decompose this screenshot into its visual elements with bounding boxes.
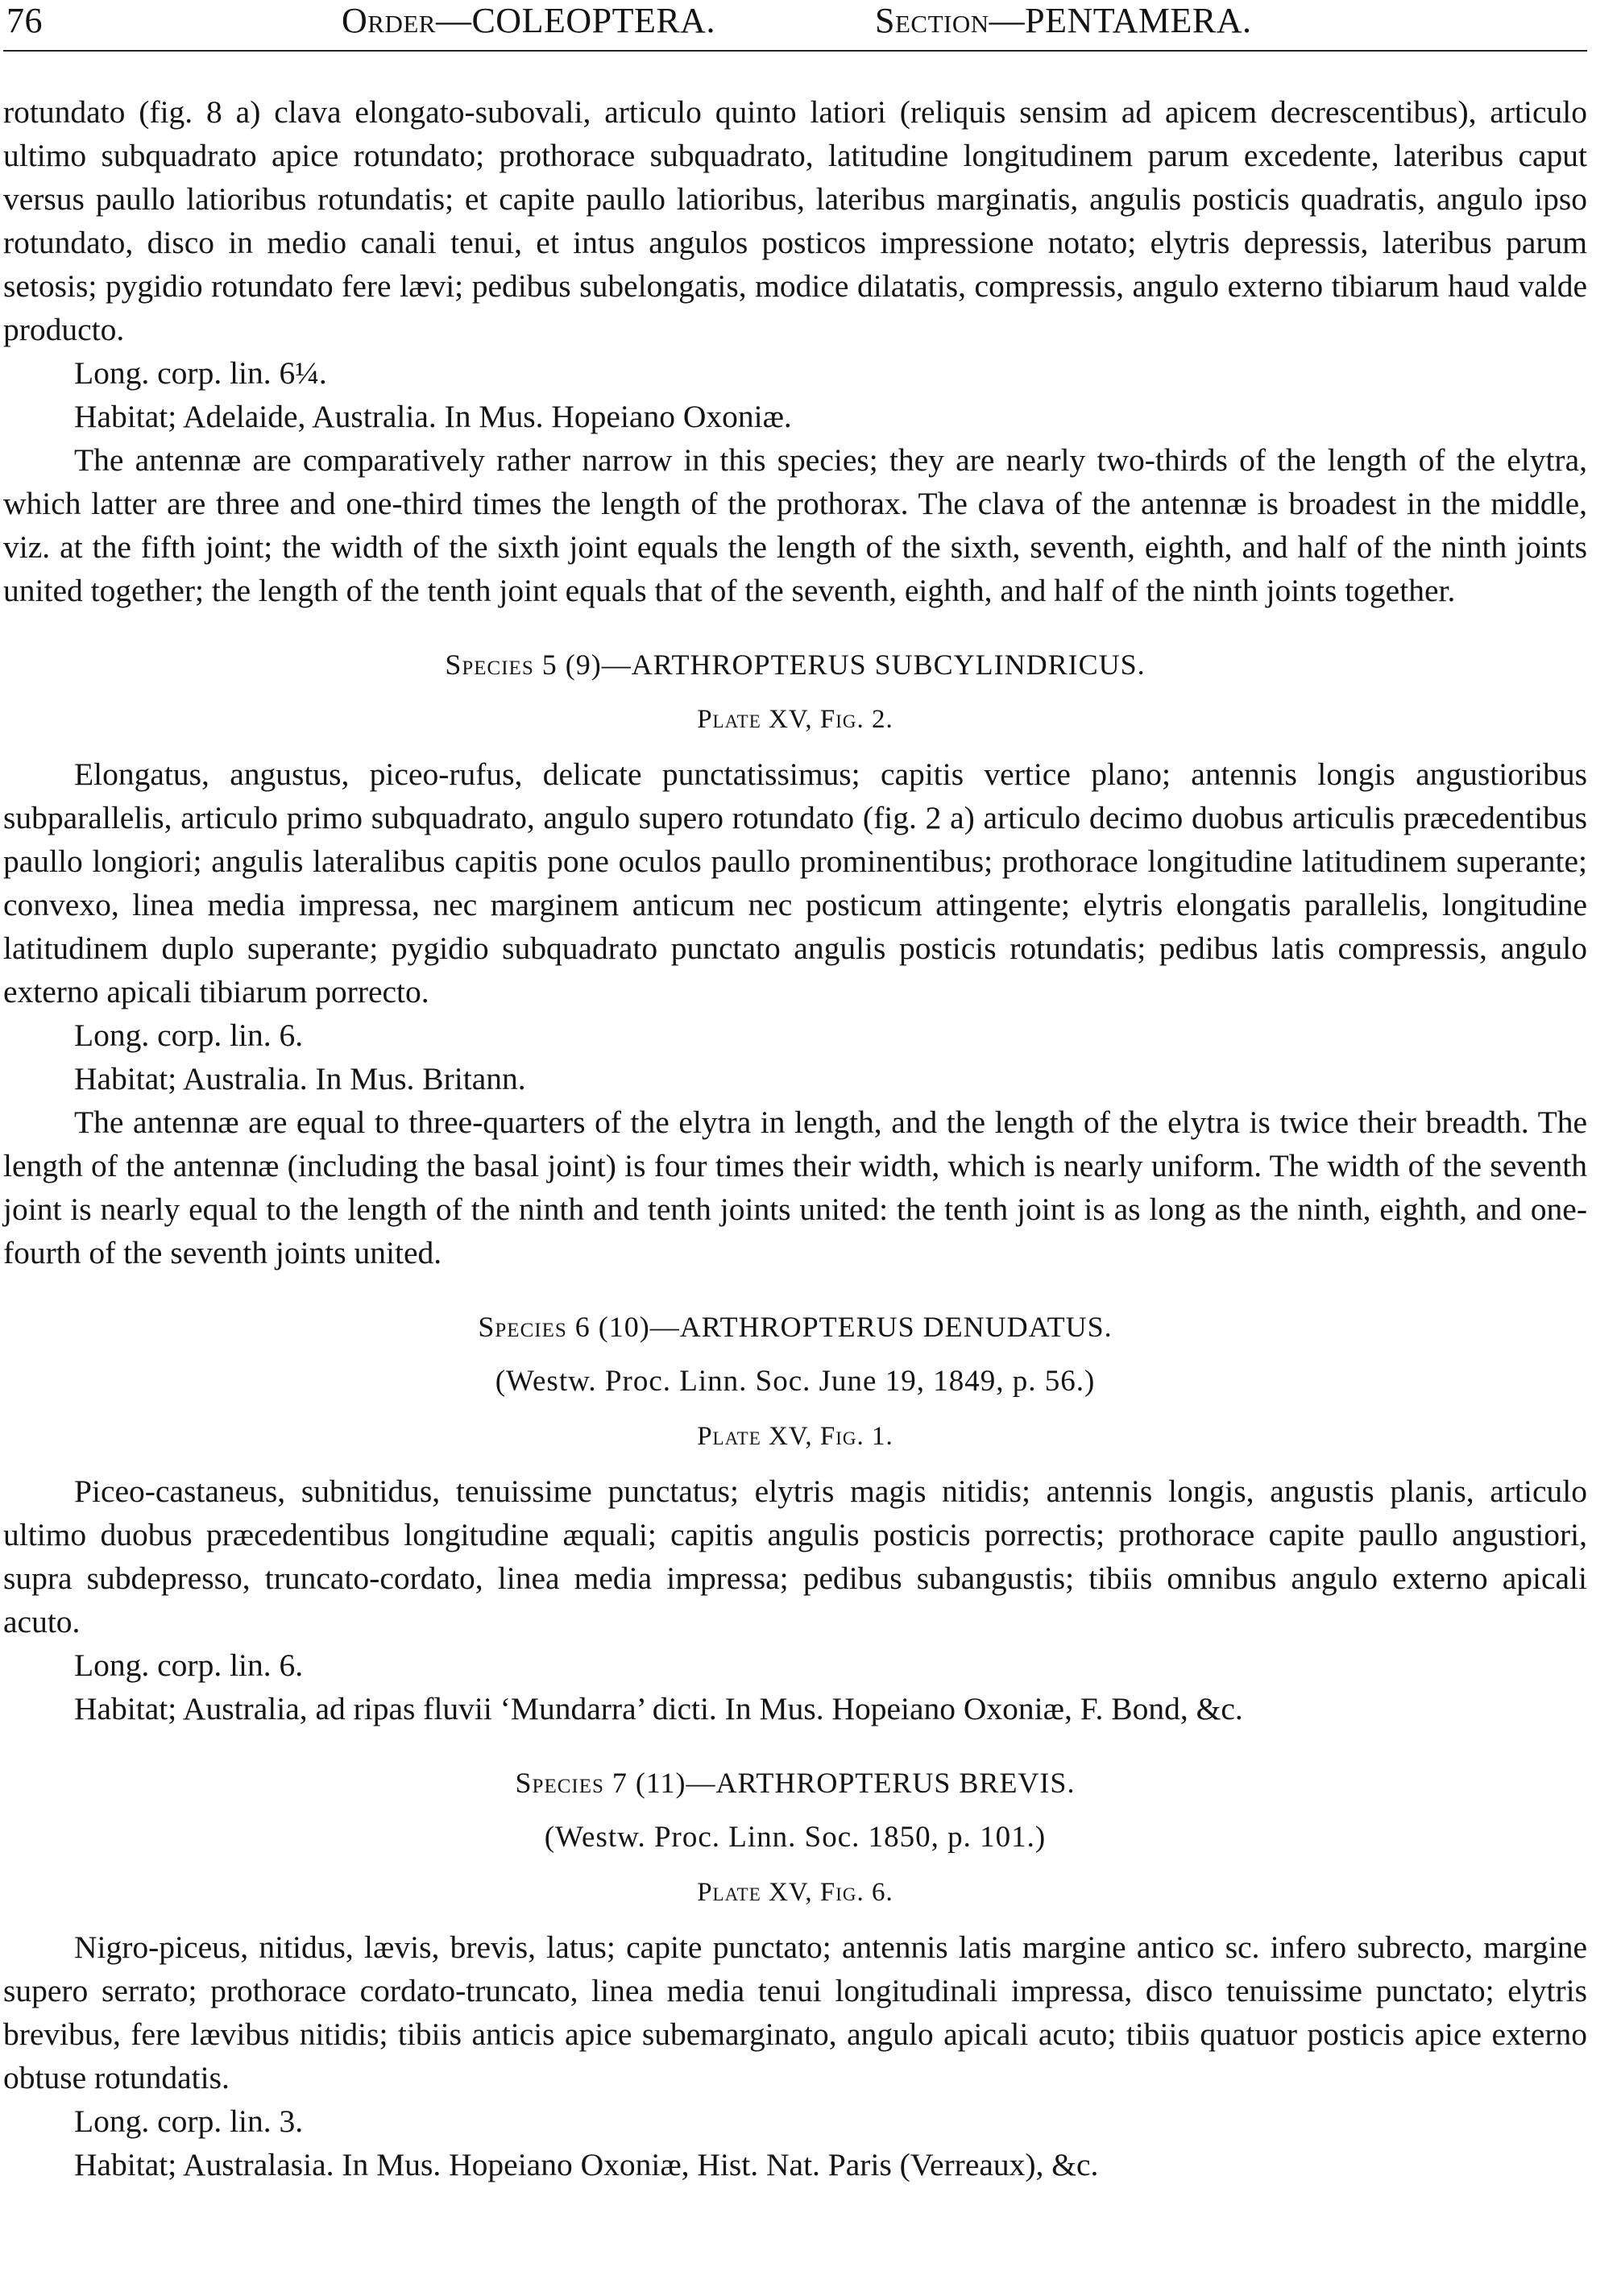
intro-latin-description: rotundato (fig. 8 a) clava elongato-subovali, articulo quinto latiori (reliquis sensim ad apicem decrescentibus), articulo ultimo subquadrato apice rotundato; prothorace subquadrato, latitudine longitudinem parum excedente, lateribus caput versus paullo latioribus rotundatis; et capite paullo latioribus, lateribus marginatis, angulis posticis quadratis, angulo ipso rotundato, disco in medio canali tenui, et intus angulos posticos impressione notato; elytris depressis, lateribus parum setosis; pygidio rotundato fere lævi; pedibus subelongatis, modice dilatatis, compressis, angulo externo tibiarum haud valde producto. bbox=[3, 94, 1587, 347]
running-head bbox=[3, 0, 1587, 58]
species-7-heading: Species 7 (11)—ARTHROPTERUS BREVIS. bbox=[515, 1767, 1076, 1799]
page-number: 76 bbox=[6, 1, 43, 40]
species-7-plate: Plate XV, Fig. 6. bbox=[697, 1878, 893, 1907]
species-5-heading: Species 5 (9)—ARTHROPTERUS SUBCYLINDRICUS. bbox=[445, 649, 1146, 681]
species-6-latin-description: Piceo-castaneus, subnitidus, tenuissime punctatus; elytris magis nitidis; antennis longis, angustis planis, articulo ultimo duobus præcedentibus longitudine æquali; capitis angulis posticis porrectis; prothorace capite paullo angustiori, supra subdepresso, truncato-cordato, linea media impressa; pedibus subangustis; tibiis omnibus angulo externo apicali acuto. bbox=[3, 1473, 1587, 1639]
species-7-latin-description: Nigro-piceus, nitidus, lævis, brevis, latus; capite punctato; antennis latis margine antico sc. infero subrecto, margine supero serrato; prothorace cordato-truncato, linea media tenui longitudinali impressa, disco tenuissime punctato; elytris brevibus, fere lævibus nitidis; tibiis anticis apice subemarginato, angulo apicali acuto; tibiis quatuor posticis apice externo obtuse rotundatis. bbox=[3, 1929, 1587, 2095]
species-5-length: Long. corp. lin. 6. bbox=[74, 1017, 304, 1053]
species-6-reference: (Westw. Proc. Linn. Soc. June 19, 1849, p. 56.) bbox=[495, 1365, 1096, 1398]
species-6-heading: Species 6 (10)—ARTHROPTERUS DENUDATUS. bbox=[478, 1311, 1113, 1343]
species-5-habitat: Habitat; Australia. In Mus. Britann. bbox=[74, 1061, 526, 1096]
species-7-reference: (Westw. Proc. Linn. Soc. 1850, p. 101.) bbox=[544, 1821, 1047, 1854]
intro-notes: The antennæ are comparatively rather narrow in this species; they are nearly two-thirds of the length of the elytra, which latter are three and one-third times the length of the prothorax. The clava of the antennæ is broadest in the middle, viz. at the fifth joint; the width of the sixth joint equals the length of the sixth, seventh, eighth, and half of the ninth joints united together; the length of the tenth joint equals that of the seventh, eighth, and half of the ninth joints together. bbox=[3, 442, 1587, 608]
running-head-section: Section—PENTAMERA. bbox=[875, 1, 1252, 40]
species-5-latin-description: Elongatus, angustus, piceo-rufus, delicate punctatissimus; capitis vertice plano; antennis longis angustioribus subparallelis, articulo primo subquadrato, angulo supero rotundato (fig. 2 a) articulo decimo duobus articulis præcedentibus paullo longiori; angulis lateralibus capitis pone oculos paullo prominentibus; prothorace longitudine latitudinem superante; convexo, linea media impressa, nec marginem anticum nec posticum attingente; elytris elongatis parallelis, longitudine latitudinem duplo superante; pygidio subquadrato punctato angulis posticis rotundatis; pedibus latis compressis, angulo externo apicali tibiarum porrecto. bbox=[3, 756, 1587, 1009]
running-head-order: Order—COLEOPTERA. bbox=[342, 1, 715, 40]
intro-length: Long. corp. lin. 6¼. bbox=[74, 355, 327, 391]
species-5-plate: Plate XV, Fig. 2. bbox=[697, 705, 893, 734]
species-6-plate: Plate XV, Fig. 1. bbox=[697, 1422, 893, 1451]
header-rule bbox=[3, 50, 1587, 52]
species-7-length: Long. corp. lin. 3. bbox=[74, 2103, 304, 2139]
species-6-length: Long. corp. lin. 6. bbox=[74, 1647, 304, 1683]
intro-habitat: Habitat; Adelaide, Australia. In Mus. Hopeiano Oxoniæ. bbox=[74, 399, 792, 434]
species-6-habitat: Habitat; Australia, ad ripas fluvii ‘Mundarra’ dicti. In Mus. Hopeiano Oxoniæ, F. Bond, &c. bbox=[74, 1691, 1243, 1726]
species-5-notes: The antennæ are equal to three-quarters of the elytra in length, and the length of the elytra is twice their breadth. The length of the antennæ (including the basal joint) is four times their width, which is nearly uniform. The width of the seventh joint is nearly equal to the length of the ninth and tenth joints united: the tenth joint is as long as the ninth, eighth, and one-fourth of the seventh joints united. bbox=[3, 1104, 1587, 1270]
species-7-habitat: Habitat; Australasia. In Mus. Hopeiano Oxoniæ, Hist. Nat. Paris (Verreaux), &c. bbox=[74, 2147, 1099, 2182]
page-body bbox=[3, 58, 1587, 2186]
